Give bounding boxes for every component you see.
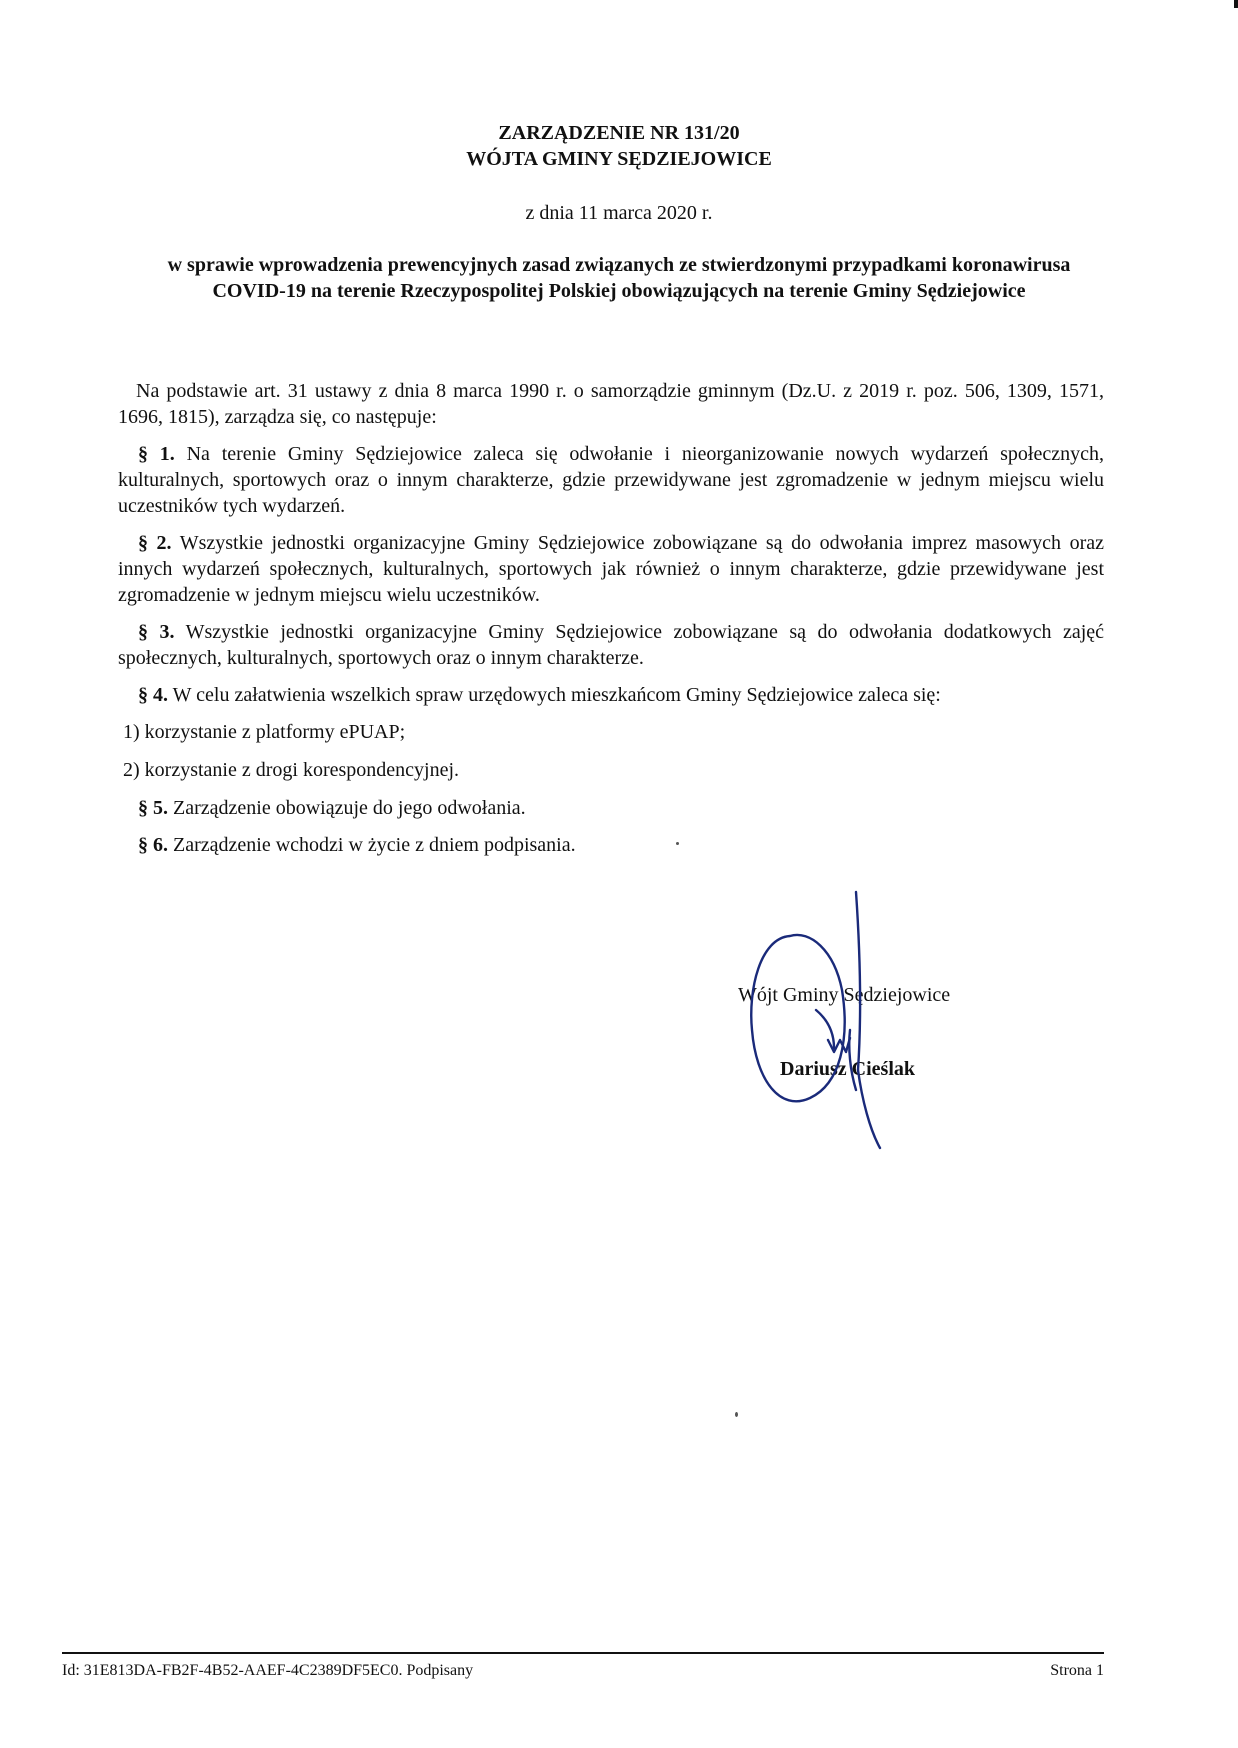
paragraph-1 (118, 441, 1104, 519)
scan-corner-mark (1234, 0, 1238, 8)
paragraph-3 (118, 619, 1104, 671)
paragraph-4 (118, 682, 1104, 708)
signature-block (730, 880, 1060, 1160)
signatory-role: Wójt Gminy Sędziejowice (738, 984, 951, 1006)
paragraph-5-label: § 5. (138, 797, 168, 819)
document-title: ZARZĄDZENIE NR 131/20 (498, 122, 740, 144)
paragraph-3-label: § 3. (138, 621, 175, 643)
paragraph-6 (118, 832, 1104, 858)
footer-divider (62, 1652, 1104, 1654)
paragraph-2-text: Wszystkie jednostki organizacyjne Gminy Sędziejowice zobowiązane są do odwołania imprez masowych oraz innych wydarzeń społecznych, kulturalnych, sportowych jak również o innym charakterze, gdzie przewidywane jest zgromadzenie w jednym miejscu wielu uczestników. (118, 532, 1104, 606)
scan-speck (735, 1412, 738, 1417)
paragraph-2-label: § 2. (138, 532, 172, 554)
paragraph-5 (118, 795, 1104, 821)
signatory-name: Dariusz Cieślak (780, 1058, 915, 1080)
list-item-2: 2) korzystanie z drogi korespondencyjnej. (123, 759, 460, 781)
paragraph-4-label: § 4. (138, 684, 168, 706)
paragraph-6-label: § 6. (138, 834, 168, 856)
legal-basis: Na podstawie art. 31 ustawy z dnia 8 marca 1990 r. o samorządzie gminnym (Dz.U. z 2019 r. poz. 506, 1309, 1571, 1696, 1815), zarządza się, co następuje: (118, 380, 1104, 428)
paragraph-6-text: Zarządzenie wchodzi w życie z dniem podpisania. (173, 834, 576, 856)
page-number: Strona 1 (1050, 1662, 1104, 1679)
paragraph-1-text: Na terenie Gminy Sędziejowice zaleca się odwołanie i nieorganizowanie nowych wydarzeń społecznych, kulturalnych, sportowych oraz o innym charakterze, gdzie przewidywane jest zgromadzenie w jednym miejscu wielu uczestników tych wydarzeń. (118, 443, 1104, 517)
paragraph-3-text: Wszystkie jednostki organizacyjne Gminy Sędziejowice zobowiązane są do odwołania dodatkowych zajęć społecznych, kulturalnych, sportowych oraz o innym charakterze. (118, 621, 1105, 669)
document-date: z dnia 11 marca 2020 r. (525, 202, 713, 224)
scan-speck (676, 842, 679, 845)
issuer-title: WÓJTA GMINY SĘDZIEJOWICE (466, 148, 772, 170)
document-id: Id: 31E813DA-FB2F-4B52-AAEF-4C2389DF5EC0. Podpisany (62, 1662, 474, 1679)
paragraph-2 (118, 530, 1104, 608)
handwritten-signature (730, 880, 1060, 1160)
document-body (118, 378, 1104, 869)
signature-strokes (751, 892, 880, 1148)
list-item-1: 1) korzystanie z platformy ePUAP; (123, 721, 406, 743)
paragraph-5-text: Zarządzenie obowiązuje do jego odwołania. (173, 797, 526, 819)
paragraph-1-label: § 1. (138, 443, 175, 465)
paragraph-4-text: W celu załatwienia wszelkich spraw urzędowych mieszkańcom Gminy Sędziejowice zaleca się: (172, 684, 941, 706)
document-subject: w sprawie wprowadzenia prewencyjnych zasad związanych ze stwierdzonymi przypadkami koronawirusa COVID-19 na terenie Rzeczypospolitej Polskiej obowiązujących na terenie Gminy Sędziejowice (167, 254, 1071, 302)
